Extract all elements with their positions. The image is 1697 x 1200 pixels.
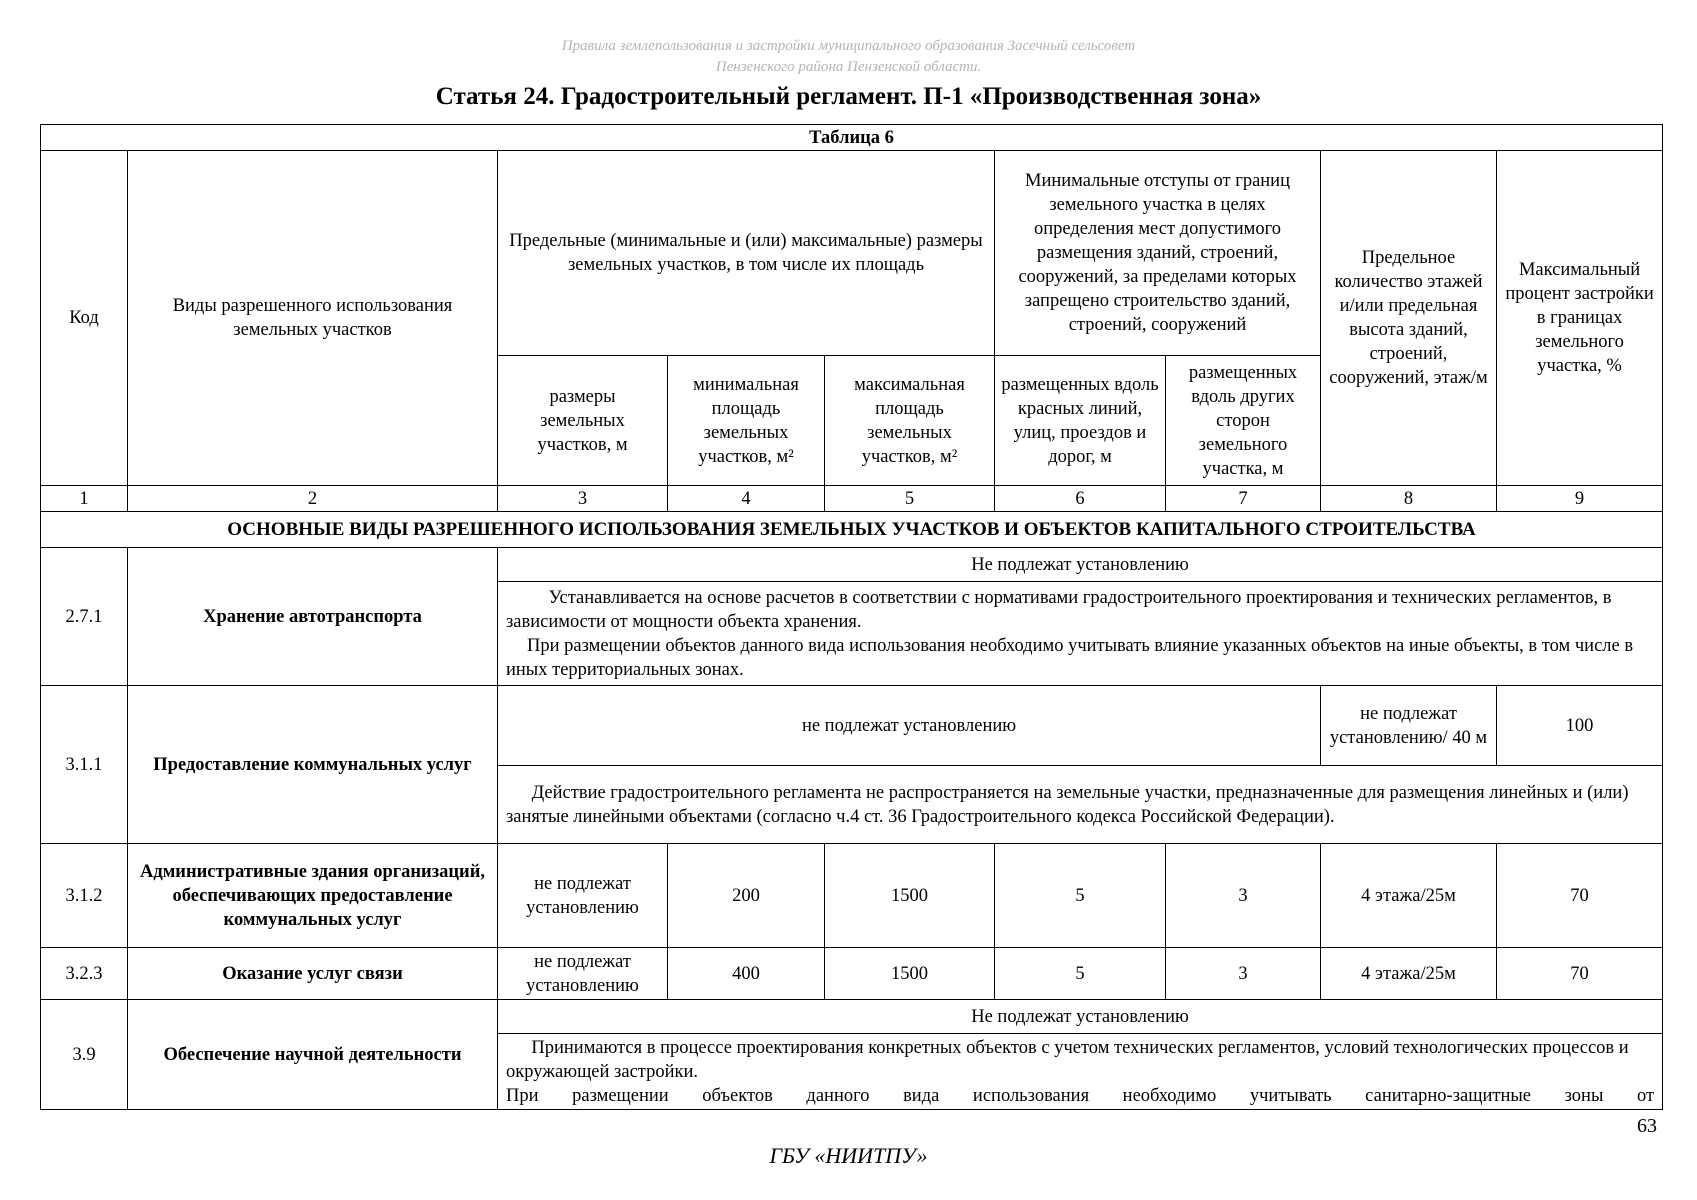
- regulation-table: [40, 124, 1663, 1110]
- row-use-name: Административные здания организаций, обеспечивающих предоставление коммунальных услуг: [128, 844, 498, 948]
- row-min-area: 400: [668, 948, 825, 1000]
- header-setbacks-group: Минимальные отступы от границ земельного участка в целях определения мест допустимого размещения зданий, строений, сооружений, за пределами которых запрещено строительство зданий, строений, сооружений: [995, 151, 1321, 356]
- column-number: 9: [1497, 486, 1663, 512]
- row-floors: 4 этажа/25м: [1321, 844, 1497, 948]
- column-number: 5: [825, 486, 995, 512]
- page-number: 63: [1637, 1115, 1657, 1137]
- row-max-area: 1500: [825, 948, 995, 1000]
- header-max-area: максимальная площадь земельных участков, м²: [825, 356, 995, 486]
- row-floors: 4 этажа/25м: [1321, 948, 1497, 1000]
- row-note: Действие градостроительного регламента не распространяется на земельные участки, предназначенные для размещения линейных и (или) занятые линейными объектами (согласно ч.4 ст. 36 Градостроительного кодекса Российской Федерации).: [498, 766, 1663, 844]
- footer-organization: ГБУ «НИИТПУ»: [769, 1143, 928, 1168]
- row-floors: не подлежат установлению/ 40 м: [1321, 686, 1497, 766]
- row-percent: 70: [1497, 844, 1663, 948]
- row-setback-red: 5: [995, 948, 1166, 1000]
- header-plot-sizes: размеры земельных участков, м: [498, 356, 668, 486]
- row-use-name: Оказание услуг связи: [128, 948, 498, 1000]
- row-use-name: Обеспечение научной деятельности: [128, 1000, 498, 1110]
- column-number: 7: [1166, 486, 1321, 512]
- table-row: [41, 1000, 1663, 1034]
- column-number: 6: [995, 486, 1166, 512]
- running-header-line-2: Пензенского района Пензенской области.: [715, 59, 982, 75]
- row-note: [498, 1034, 1663, 1110]
- article-title: Статья 24. Градостроительный регламент. П-1 «Производственная зона»: [435, 83, 1262, 110]
- row-note-paragraph-2: При размещении объектов данного вида использования необходимо учитывать влияние указанных объектов на иные объекты, в том числе в иных территориальных зонах.: [506, 635, 1634, 680]
- table-row: [41, 548, 1663, 582]
- row-percent: 70: [1497, 948, 1663, 1000]
- header-use-type: Виды разрешенного использования земельных участков: [128, 151, 498, 486]
- row-setback-red: 5: [995, 844, 1166, 948]
- row-code: 3.9: [41, 1000, 128, 1110]
- header-min-area: минимальная площадь земельных участков, м²: [668, 356, 825, 486]
- row-min-area: 200: [668, 844, 825, 948]
- row-code: 3.1.2: [41, 844, 128, 948]
- table-row: [41, 686, 1663, 766]
- header-setback-other-sides: размещенных вдоль других сторон земельного участка, м: [1166, 356, 1321, 486]
- row-note-paragraph-2: При размещении объектов данного вида использования необходимо учитывать санитарно-защитные зоны от: [506, 1085, 1655, 1106]
- running-header-line-1: Правила землепользования и застройки муниципального образования Засечный сельсовет: [561, 38, 1136, 54]
- table-row: [41, 844, 1663, 948]
- row-note-paragraph-1: Устанавливается на основе расчетов в соответствии с нормативами градостроительного проектирования и технических регламентов, в зависимости от мощности объекта хранения.: [506, 587, 1612, 632]
- table-caption: Таблица 6: [41, 125, 1663, 151]
- row-code: 3.1.1: [41, 686, 128, 844]
- row-setback-other: 3: [1166, 948, 1321, 1000]
- header-code: Код: [41, 151, 128, 486]
- row-max-area: 1500: [825, 844, 995, 948]
- row-use-name: Хранение автотранспорта: [128, 548, 498, 686]
- row-plot-sizes: не подлежат установлению: [498, 844, 668, 948]
- row-percent: 100: [1497, 686, 1663, 766]
- header-max-percent: Максимальный процент застройки в границах земельного участка, %: [1497, 151, 1663, 486]
- row-code: 2.7.1: [41, 548, 128, 686]
- table-row: [41, 948, 1663, 1000]
- row-not-set-span: Не подлежат установлению: [498, 548, 1663, 582]
- row-plot-sizes: не подлежат установлению: [498, 948, 668, 1000]
- column-number: 8: [1321, 486, 1497, 512]
- header-setback-red-lines: размещенных вдоль красных линий, улиц, проездов и дорог, м: [995, 356, 1166, 486]
- row-code: 3.2.3: [41, 948, 128, 1000]
- column-number: 2: [128, 486, 498, 512]
- section-title-main-uses: ОСНОВНЫЕ ВИДЫ РАЗРЕШЕННОГО ИСПОЛЬЗОВАНИЯ ЗЕМЕЛЬНЫХ УЧАСТКОВ И ОБЪЕКТОВ КАПИТАЛЬНОГО СТРОИТЕЛЬСТВА: [41, 512, 1663, 548]
- row-not-set-span: не подлежат установлению: [498, 686, 1321, 766]
- row-not-set-span: Не подлежат установлению: [498, 1000, 1663, 1034]
- header-plot-sizes-group: Предельные (минимальные и (или) максимальные) размеры земельных участков, в том числе их площадь: [498, 151, 995, 356]
- column-number: 4: [668, 486, 825, 512]
- header-floors: Предельное количество этажей и/или предельная высота зданий, строений, сооружений, этаж/м: [1321, 151, 1497, 486]
- row-use-name: Предоставление коммунальных услуг: [128, 686, 498, 844]
- row-note: [498, 582, 1663, 686]
- row-setback-other: 3: [1166, 844, 1321, 948]
- row-note-paragraph-1: Принимаются в процессе проектирования конкретных объектов с учетом технических регламентов, условий технологических процессов и окружающей застройки.: [506, 1037, 1629, 1082]
- column-number: 3: [498, 486, 668, 512]
- column-number: 1: [41, 486, 128, 512]
